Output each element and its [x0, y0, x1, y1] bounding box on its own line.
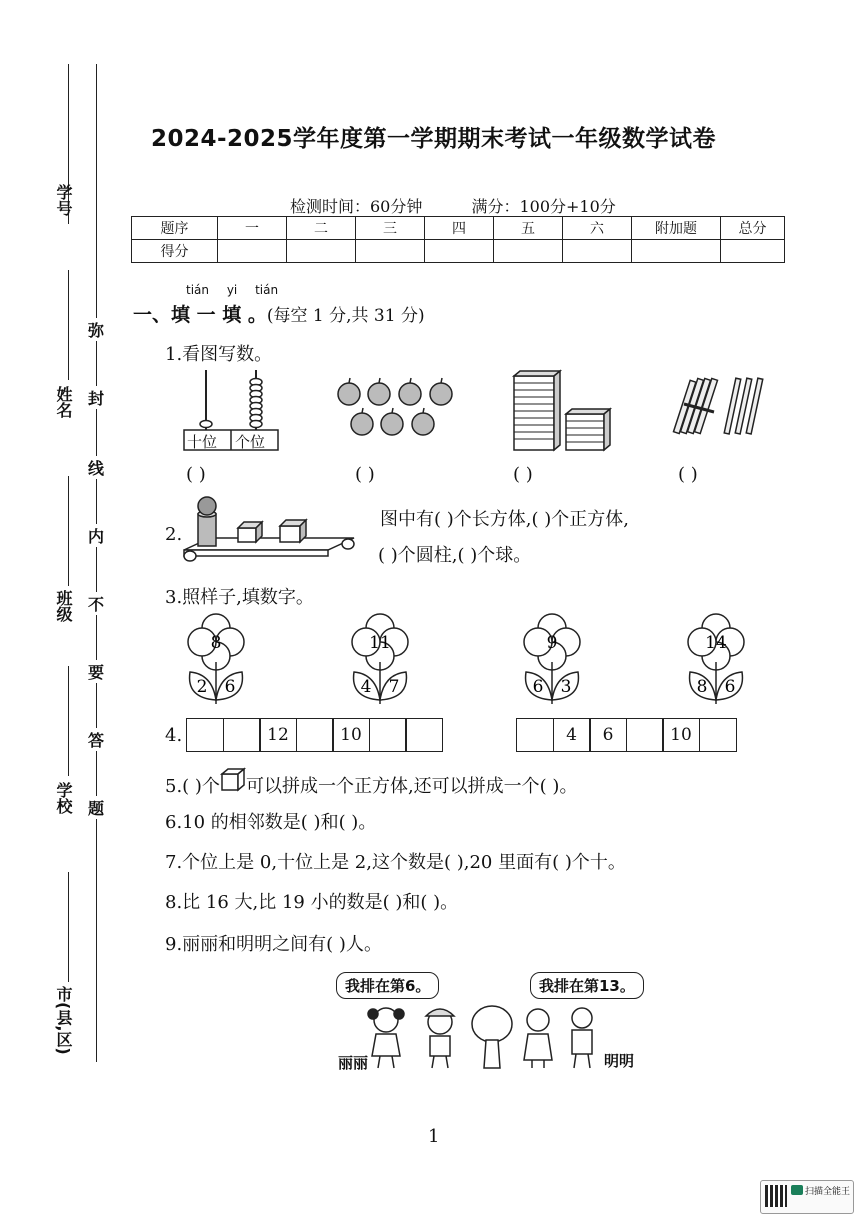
section-pinyin: tián yi tián	[186, 283, 279, 297]
score-input-cell[interactable]	[721, 240, 785, 263]
solids-illustration	[178, 494, 358, 568]
seal-char: 封	[88, 386, 104, 409]
table-cell: 四	[425, 217, 494, 240]
watermark-text: 扫描全能王	[805, 1187, 851, 1197]
flower-right-number: 6	[724, 677, 736, 697]
grid-blank-cell[interactable]	[405, 718, 443, 752]
name-mingming: 明明	[604, 1052, 635, 1070]
name-lili: 丽丽	[338, 1054, 369, 1072]
flower	[688, 614, 744, 704]
score-input-cell[interactable]	[356, 240, 425, 263]
question-7: 7.个位上是 0,十位上是 2,这个数是( ),20 里面有( )个十。	[165, 852, 626, 873]
class-label: 班级	[54, 590, 73, 622]
flower-top-number: 11	[369, 633, 391, 653]
question-5-pre: 5.( )个	[165, 776, 220, 797]
table-cell: 总分	[721, 217, 785, 240]
question-8: 8.比 16 大,比 19 小的数是( )和( )。	[165, 892, 459, 913]
flower-right-number: 3	[560, 677, 572, 697]
grid-blank-cell[interactable]	[186, 718, 224, 752]
question-2-line1: 图中有( )个长方体,( )个正方体,	[380, 509, 629, 530]
flower-right-number: 7	[388, 677, 400, 697]
score-input-cell[interactable]	[563, 240, 632, 263]
speech-bubble-mingming: 我排在第13。	[530, 972, 644, 999]
answer-blank[interactable]: ( )	[355, 464, 375, 485]
abacus-tens-label: 十位	[187, 433, 218, 451]
speech-bubble-lili: 我排在第6。	[336, 972, 439, 999]
flower-left-number: 6	[532, 677, 544, 697]
flower-left-number: 8	[696, 677, 708, 697]
grid-cell: 10	[332, 718, 370, 752]
score-input-cell[interactable]	[494, 240, 563, 263]
question-2-number: 2.	[165, 524, 183, 545]
seal-char: 题	[88, 796, 104, 819]
exam-time: 检测时间：60分钟	[290, 197, 423, 216]
grid-blank-cell[interactable]	[369, 718, 407, 752]
score-input-cell[interactable]	[218, 240, 287, 263]
table-cell: 题序	[132, 217, 218, 240]
flower	[524, 614, 580, 704]
flower	[188, 614, 244, 704]
answer-blank[interactable]: ( )	[678, 464, 698, 485]
exam-meta	[290, 194, 660, 217]
grid-blank-cell[interactable]	[223, 718, 261, 752]
seal-char: 要	[88, 660, 104, 683]
flower-left-number: 2	[196, 677, 208, 697]
flowers-illustration	[180, 612, 780, 712]
section-title: 一、填 一 填 。	[133, 304, 267, 326]
table-cell: 一	[218, 217, 287, 240]
grid-cell: 10	[662, 718, 700, 752]
page-number: 1	[428, 1126, 440, 1147]
score-table-header	[132, 217, 785, 240]
seal-char: 内	[88, 524, 104, 547]
score-table	[131, 216, 785, 263]
table-cell: 得分	[132, 240, 218, 263]
flower-top-number: 9	[546, 633, 558, 653]
seal-char: 答	[88, 728, 104, 751]
question-5-post: 可以拼成一个正方体,还可以拼成一个( )。	[245, 776, 578, 797]
flower	[352, 614, 408, 704]
seal-char: 线	[88, 456, 104, 479]
question-9-label: 9.丽丽和明明之间有( )人。	[165, 934, 382, 955]
table-cell: 二	[287, 217, 356, 240]
score-input-cell[interactable]	[287, 240, 356, 263]
score-input-cell[interactable]	[632, 240, 721, 263]
grid-blank-cell[interactable]	[516, 718, 554, 752]
seal-char: 弥	[88, 318, 104, 341]
grid-blank-cell[interactable]	[296, 718, 334, 752]
grid-cell: 12	[259, 718, 297, 752]
table-cell: 六	[563, 217, 632, 240]
app-logo-icon	[791, 1185, 803, 1195]
answer-blank[interactable]: ( )	[186, 464, 206, 485]
apples-illustration	[334, 378, 464, 440]
question-3-label: 3.照样子,填数字。	[165, 587, 314, 608]
score-table-row	[132, 240, 785, 263]
question-1-label: 1.看图写数。	[165, 344, 273, 365]
question-4-number: 4.	[165, 725, 183, 746]
question-6: 6.10 的相邻数是( )和( )。	[165, 812, 377, 833]
cube-icon	[220, 768, 246, 786]
grid-cell: 4	[553, 718, 591, 752]
section-note: (每空 1 分,共 31 分)	[266, 306, 425, 326]
exam-full-score: 满分：100分+10分	[471, 197, 616, 216]
flower-top-number: 8	[210, 633, 222, 653]
qr-code-icon	[765, 1185, 787, 1207]
grid-cell: 6	[589, 718, 627, 752]
question-2-line2: ( )个圆柱,( )个球。	[378, 545, 532, 566]
answer-blank[interactable]: ( )	[513, 464, 533, 485]
sticks-bundle-illustration	[678, 374, 764, 438]
abacus-ones-label: 个位	[235, 433, 266, 451]
flower-right-number: 6	[224, 677, 236, 697]
table-cell: 三	[356, 217, 425, 240]
table-cell: 附加题	[632, 217, 721, 240]
page-title: 2024-2025学年度第一学期期末考试一年级数学试卷	[150, 126, 717, 152]
city-label: 市(县,区)	[54, 986, 73, 1055]
school-label: 学校	[54, 782, 73, 814]
table-cell: 五	[494, 217, 563, 240]
section-heading	[133, 300, 425, 327]
question-5	[165, 768, 577, 798]
grid-blank-cell[interactable]	[699, 718, 737, 752]
flower-left-number: 4	[360, 677, 372, 697]
scanner-watermark	[760, 1180, 854, 1214]
flower-top-number: 14	[705, 633, 727, 653]
seal-char: 不	[88, 592, 104, 615]
grid-blank-cell[interactable]	[626, 718, 664, 752]
cube-stack-illustration	[510, 370, 612, 452]
score-input-cell[interactable]	[425, 240, 494, 263]
children-queue-illustration	[360, 1000, 620, 1072]
student-no-label: 学号	[54, 184, 73, 216]
name-label: 姓名	[54, 386, 73, 418]
